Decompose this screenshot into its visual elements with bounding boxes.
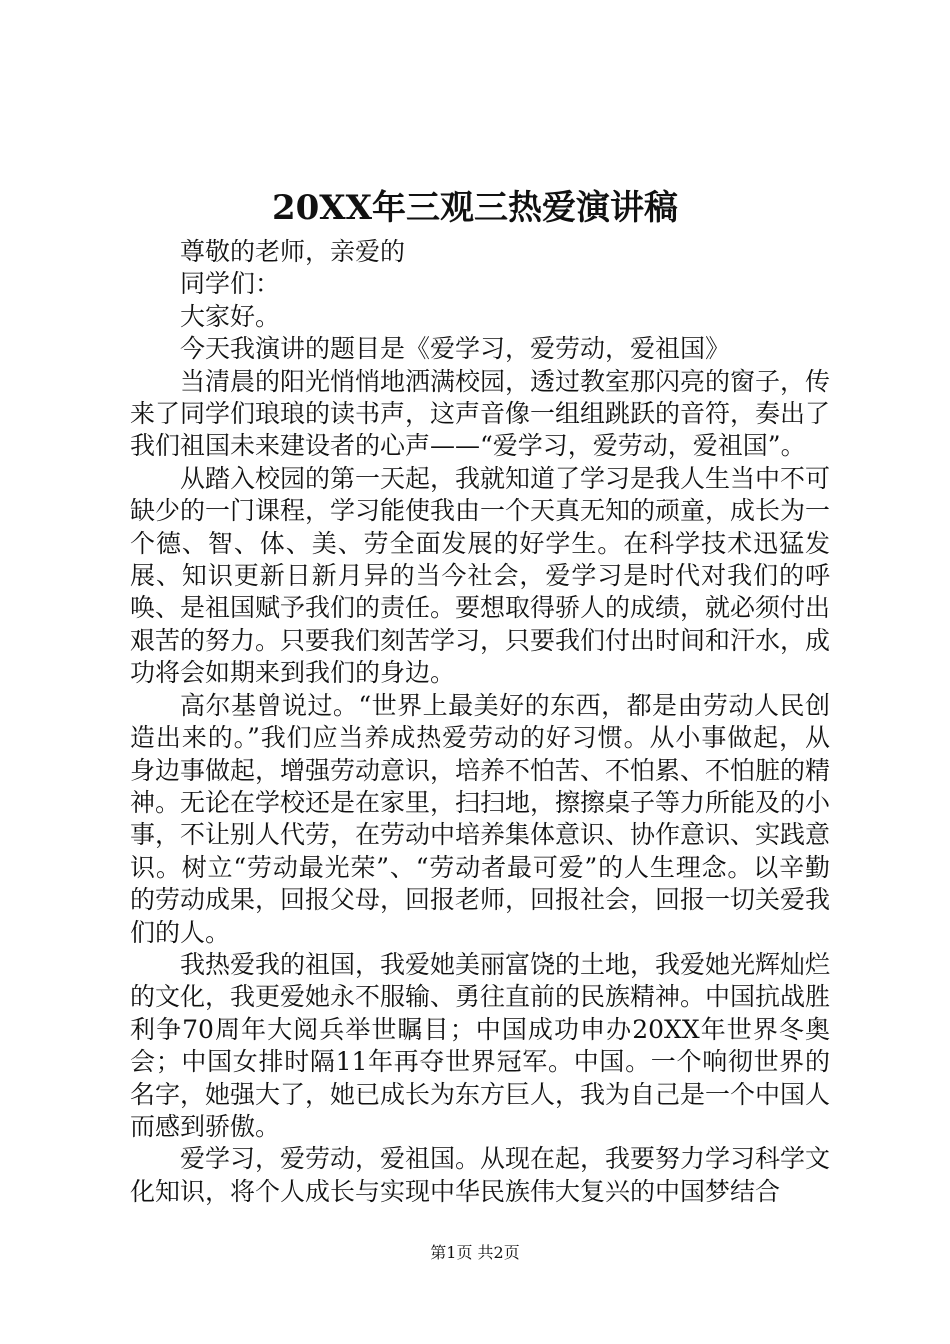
paragraph-greeting: 大家好。 — [180, 301, 281, 331]
paragraph-labor: 高尔基曾说过。“世界上最美好的东西，都是由劳动人民创造出来的。”我们应当养成热爱劳动的好习惯。从小事做起，从身边事做起，增强劳动意识，培养不怕苦、不怕累、不怕脏的精神。无论在学校还是在家里，扫扫地，擦擦桌子等力所能及的小事，不让别人代劳，在劳动中培养集体意识、协作意识、实践意识。树立“劳动最光荣”、“劳动者最可爱”的人生理念。以辛勤的劳动成果，回报父母，回报老师，回报社会，回报一切关爱我们的人。 — [130, 690, 831, 947]
document-body — [130, 236, 830, 1208]
paragraph-salutation-cont: 同学们： — [180, 269, 281, 299]
paragraph-motherland: 我热爱我的祖国，我爱她美丽富饶的土地，我爱她光辉灿烂的文化，我更爱她永不服输、勇往直前的民族精神。中国抗战胜利争70周年大阅兵举世瞩目；中国成功申办20XX年世界冬奥会；中国女排时隔11年再夺世界冠军。中国。一个响彻世界的名字，她强大了，她已成长为东方巨人，我为自己是一个中国人而感到骄傲。 — [130, 949, 831, 1141]
paragraph-study: 从踏入校园的第一天起，我就知道了学习是我人生当中不可缺少的一门课程，学习能使我由一个天真无知的顽童，成长为一个德、智、体、美、劳全面发展的好学生。在科学技术迅猛发展、知识更新日新月异的当今社会，爱学习是时代对我们的呼唤、是祖国赋予我们的责任。要想取得骄人的成绩，就必须付出艰苦的努力。只要我们刻苦学习，只要我们付出时间和汗水，成功将会如期来到我们的身边。 — [130, 463, 831, 688]
document-title: 20XX年三观三热爱演讲稿 — [271, 188, 679, 228]
page-number-footer: 第1页 共2页 — [430, 1243, 520, 1262]
paragraph-salutation: 尊敬的老师，亲爱的 — [180, 237, 406, 266]
paragraph-conclusion: 爱学习，爱劳动，爱祖国。从现在起，我要努力学习科学文化知识，将个人成长与实现中华民族伟大复兴的中国梦结合 — [130, 1144, 831, 1206]
paragraph-morning: 当清晨的阳光悄悄地洒满校园，透过教室那闪亮的窗子，传来了同学们琅琅的读书声，这声音像一组组跳跃的音符，奏出了我们祖国未来建设者的心声——“爱学习，爱劳动，爱祖国”。 — [130, 366, 831, 461]
paragraph-topic: 今天我演讲的题目是《爱学习，爱劳动，爱祖国》 — [180, 334, 731, 364]
